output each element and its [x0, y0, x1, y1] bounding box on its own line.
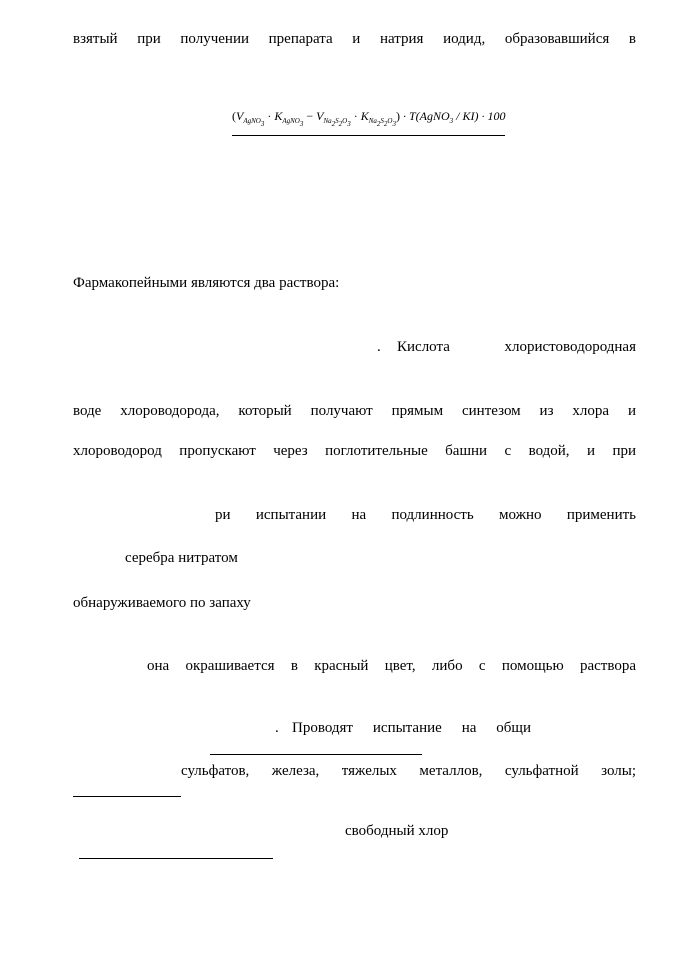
text-line-5: хлороводород пропускают через поглотительные башни с водой, и при [73, 443, 636, 459]
formula-s4n: 2 [376, 120, 381, 128]
formula-s4e: 3 [392, 120, 396, 128]
formula-s4c: 2 [383, 120, 388, 128]
text-line-3-dot: . [377, 339, 381, 355]
underline-rule-2 [73, 796, 181, 797]
text-line-4: воде хлороводорода, который получают прямым синтезом из хлора и [73, 403, 636, 419]
formula-s4: Na [368, 117, 377, 125]
formula-v1: V [236, 109, 244, 123]
text-line-8: обнаруживаемого по запаху [73, 595, 251, 611]
formula-s2n: 3 [299, 120, 304, 128]
text-line-10-dot: . [275, 720, 279, 736]
text-line-3: Кислота хлористоводородная [397, 339, 636, 355]
formula-s3: Na [323, 117, 332, 125]
text-line-2: Фармакопейными являются два раствора: [73, 275, 340, 291]
formula-tail: · T(AgNO [399, 109, 450, 123]
formula-dot1: · [264, 109, 275, 123]
formula-s2: AgNO [282, 117, 300, 125]
formula-numerator [232, 109, 505, 136]
underline-rule-3 [79, 858, 273, 859]
text-line-1: взятый при получении препарата и натрия иодид, образовавшийся в [73, 31, 636, 47]
formula-k2: K [360, 109, 369, 123]
formula-s3b: S [335, 117, 339, 125]
formula-s3e: 3 [347, 120, 351, 128]
formula-s1: AgNO [243, 117, 261, 125]
formula-s3c: 2 [338, 120, 343, 128]
text-line-7: серебра нитратом [125, 550, 238, 566]
formula-s3n: 2 [331, 120, 336, 128]
text-line-9: она окрашивается в красный цвет, либо с помощью раствора [147, 658, 636, 674]
text-line-12: свободный хлор [345, 823, 449, 839]
formula-open: ( [232, 109, 236, 123]
formula-minus: − [303, 109, 317, 123]
formula-tail2: / KI) · 100 [453, 109, 506, 123]
text-line-11: сульфатов, железа, тяжелых металлов, сульфатной золы; [181, 763, 636, 779]
text-line-10: Проводят испытание на общи [292, 720, 531, 736]
underline-rule-1 [210, 754, 422, 755]
formula-tailn: 3 [449, 117, 454, 125]
formula-close: ) [395, 109, 400, 123]
formula-dot2: · [350, 109, 361, 123]
formula-s4d: O [387, 117, 393, 125]
formula-v2: V [316, 109, 324, 123]
formula-k1: K [274, 109, 283, 123]
formula-s3d: O [342, 117, 348, 125]
formula-s1n: 3 [260, 120, 265, 128]
formula-s4b: S [380, 117, 384, 125]
text-line-6: ри испытании на подлинность можно применить [215, 507, 636, 523]
